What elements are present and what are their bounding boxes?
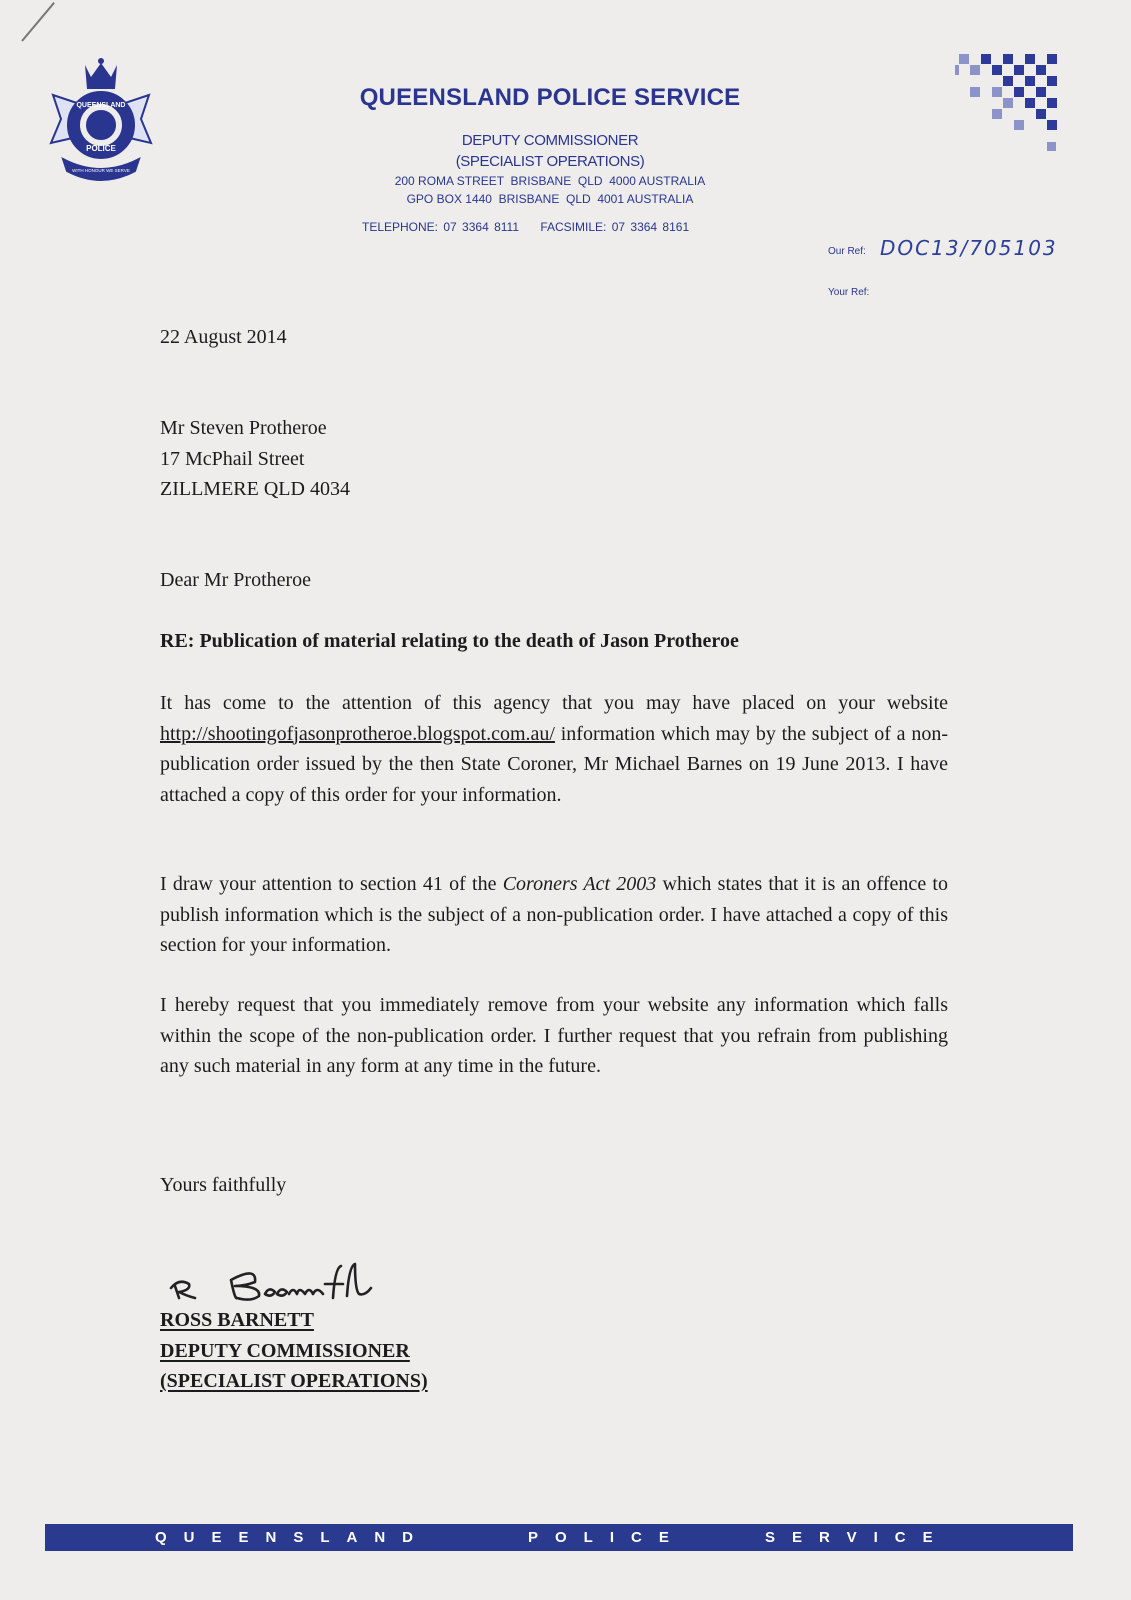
office-title: DEPUTY COMMISSIONER — [461, 132, 639, 149]
footer-word-police: POLICE — [528, 1529, 686, 1546]
paragraph-1 — [160, 688, 948, 810]
letter-date: 22 August 2014 — [160, 326, 287, 348]
our-ref-label: Our Ref: — [828, 246, 866, 257]
organization-title: QUEENSLAND POLICE SERVICE — [359, 84, 741, 111]
recipient-city: ZILLMERE QLD 4034 — [160, 478, 350, 500]
paragraph-3: I hereby request that you immediately remove from your website any information which falls within the scope of the non-publication order. I further request that you refrain from publishing any such material in any form at any time in the future. — [160, 994, 948, 1077]
subject-line: RE: Publication of material relating to the death of Jason Protheroe — [160, 630, 739, 652]
contact-line — [362, 220, 689, 234]
signatory-title: DEPUTY COMMISSIONER — [160, 1339, 410, 1362]
footer-word-queensland: QUEENSLAND — [155, 1529, 431, 1546]
paragraph-2 — [160, 869, 948, 961]
staple-mark — [21, 2, 55, 42]
recipient-name: Mr Steven Protheroe — [160, 417, 327, 439]
recipient-street: 17 McPhail Street — [160, 447, 305, 470]
paragraph-1-text: It has come to the attention of this agency that you may have placed on your website — [160, 692, 948, 714]
telephone-label: TELEPHONE: — [362, 220, 439, 234]
footer-word-service: SERVICE — [765, 1529, 950, 1546]
facsimile-number: 07 3364 8161 — [611, 220, 690, 234]
svg-text:QUEENSLAND: QUEENSLAND — [76, 102, 126, 109]
our-ref-value: DOC13/705103 — [880, 236, 1058, 260]
blog-link[interactable]: http://shootingofjasonprotheroe.blogspot.com.au/ — [160, 722, 555, 745]
footer-bar — [45, 1524, 1073, 1551]
office-subtitle: (SPECIALIST OPERATIONS) — [455, 153, 645, 170]
signatory-name: ROSS BARNETT — [160, 1309, 314, 1331]
telephone-number: 07 3364 8111 — [443, 220, 519, 234]
svg-text:POLICE: POLICE — [86, 144, 116, 153]
your-ref-label: Your Ref: — [828, 287, 870, 298]
facsimile-label: FACSIMILE: — [540, 220, 607, 234]
signatory-division: (SPECIALIST OPERATIONS) — [160, 1370, 428, 1392]
paragraph-1-text-cont: information which may by the subject of a non-publication order issued by the then State Coroner, Mr Michael Barnes on 19 June 2013. I have attached a copy of this order for your information. — [160, 722, 948, 806]
signatory-block — [160, 1305, 428, 1397]
postal-address: GPO BOX 1440 BRISBANE QLD 4001 AUSTRALIA — [406, 192, 694, 206]
salutation: Dear Mr Protheroe — [160, 569, 312, 591]
street-address: 200 ROMA STREET BRISBANE QLD 4000 AUSTRALIA — [394, 174, 706, 188]
act-title: Coroners Act 2003 — [502, 873, 657, 895]
police-crest-icon — [45, 55, 157, 195]
svg-text:WITH HONOUR WE SERVE: WITH HONOUR WE SERVE — [72, 168, 130, 173]
closing: Yours faithfully — [160, 1174, 287, 1196]
checkered-logo-icon — [955, 52, 1065, 162]
paragraph-2-text: I draw your attention to section 41 of the — [160, 873, 503, 895]
paragraph-2-text-cont: which states that it is an offence to publish information which is the subject of a non-publication order. I have attached a copy of this section for your information. — [160, 873, 948, 956]
recipient-address — [160, 413, 350, 505]
